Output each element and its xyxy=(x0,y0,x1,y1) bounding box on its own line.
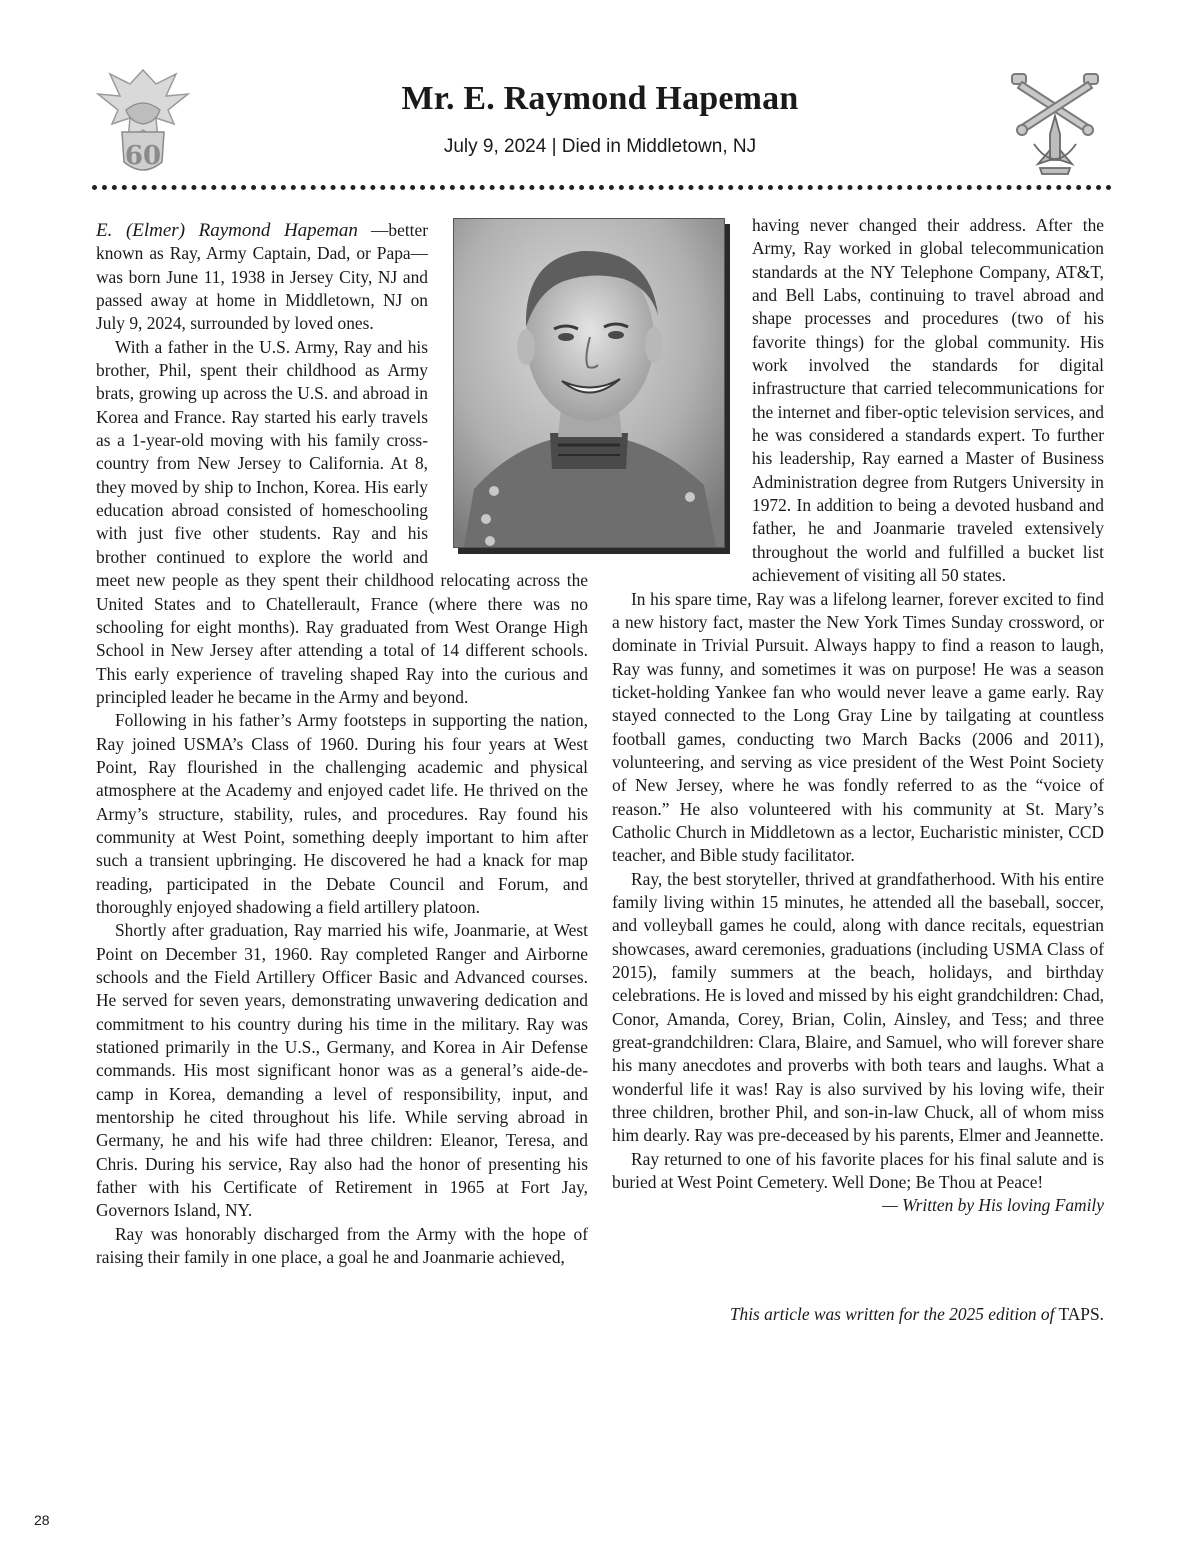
article-paragraph: In his spare time, Ray was a lifelong learner, forever excited to find a new history fact, master the New York Times Sunday crossword, or dominate in Trivial Pursuit. Always happy to find a reason to laugh, Ray was funny, and sometimes it was on purpose! He was a season ticket-holding Yankee fan who would never leave a game early. Ray stayed connected to the Long Gray Line by tailgating at countless football games, conducting two March Backs (2006 and 2011), volunteering, and serving as vice president of the West Point Society of New Jersey, where he was fondly referred to as the “voice of reason.” He also volunteered with his community at St. Mary’s Catholic Church in Middletown as a lector, Eucharistic minister, CCD teacher, and Bible study facilitator. xyxy=(612,588,1104,866)
article-paragraph: With a father in the U.S. Army, Ray and his brother, Phil, spent their childhood as Army brats, growing up across the U.S. and abroad in Korea and France. Ray started his early travels as a 1-year-old moving with his family cross-country from New Jersey to California. At 8, they moved by ship to Inchon, Korea. His early education abroad consisted of homeschooling with just five other students. Ray and his brother continued to explore the world and meet new people as they spent their childhood relocating across the United States and to Chatellerault, France (where there was no schooling for eight months). Ray graduated from West Orange High School in New Jersey after attending a total of 14 different schools. This early experience of traveling shaped Ray into the curious and principled leader he became in the Army and beyond. xyxy=(96,336,588,707)
publication-name: TAPS. xyxy=(1058,1304,1104,1324)
death-date-location: July 9, 2024 | Died in Middletown, NJ xyxy=(443,136,757,157)
article-paragraph: Following in his father’s Army footsteps in supporting the nation, Ray joined USMA’s Class of 1960. During his four years at West Point, Ray flourished in the challenging academic and physical atmosphere at the Academy and enjoyed cadet life. He thrived on the Army’s structure, stability, rules, and procedures. Ray found his community at West Point, something deeply important to him after such a transient upbringing. He discovered he had a knack for map reading, participated in the Debate Council and Forum, and thoroughly enjoyed shadowing a field artillery platoon. xyxy=(96,710,588,917)
page-number: 28 xyxy=(34,1512,50,1528)
article-paragraph: Shortly after graduation, Ray married his wife, Joanmarie, at West Point on December 31, 1960. Ray completed Ranger and Airborne schools and the Field Artillery Officer Basic and Advanced courses. He served for seven years, demonstrating unwavering dedication and commitment to his country during his time in the military. Ray was stationed primarily in the U.S., Germany, and Korea in Air Defense commands. His most significant honor was as a general’s aide-de-camp in Korea, demanding a level of responsibility, input, and mentorship he cited throughout his life. While serving abroad in Germany, he and his wife had three children: Eleanor, Teresa, and Chris. During his service, Ray also had the honor of presenting his father with his Certificate of Retirement in 1965 at Fort Jay, Governors Island, NY. xyxy=(96,920,588,1221)
publication-note-text: This article was written for the 2025 edition of xyxy=(729,1304,1055,1324)
dotted-divider xyxy=(92,185,1112,190)
article-left-column xyxy=(96,219,588,1269)
article-paragraph: Ray was honorably discharged from the Army with the hope of raising their family in one place, a goal he and Joanmarie achieved, xyxy=(96,1223,588,1268)
article-right-column xyxy=(612,214,1104,1218)
crest-text: 60 xyxy=(124,141,162,171)
publication-note xyxy=(612,1304,1104,1325)
signoff: — Written by His loving Family xyxy=(882,1195,1104,1216)
photo-wrap-space xyxy=(428,219,588,555)
lead-text: —better known as Ray, Army Captain, Dad, or Papa—was born June 11, 1938 in Jersey City, NJ and passed away at home in Middletown, NJ on July 9, 2024, surrounded by loved ones. xyxy=(96,220,428,334)
photo-wrap-space xyxy=(612,214,752,567)
article-paragraph: Ray returned to one of his favorite places for his final salute and is buried at West Point Cemetery. Well Done; Be Thou at Peace! xyxy=(612,1148,1104,1193)
lead-name: E. (Elmer) Raymond Hapeman xyxy=(96,220,358,241)
article-paragraph: Ray, the best storyteller, thrived at grandfatherhood. With his entire family living within 15 minutes, he attended all the baseball, soccer, and volleyball games he could, along with dance recitals, equestrian showcases, award ceremonies, graduations (including USMA Class of 2015), family summers at the beach, holidays, and birthday celebrations. He is loved and missed by his eight grandchildren: Chad, Conor, Amanda, Corey, Brian, Colin, Ainsley, and Tess; and three great-grandchildren: Clara, Blaire, and Samuel, who will forever share his many anecdotes and proverbs with both tears and laughs. What a wonderful life it was! Ray is also survived by his loving wife, their three children, brother Phil, and son-in-law Chuck, all of whom miss him dearly. Ray was pre-deceased by his parents, Elmer and Jeannette. xyxy=(612,868,1104,1146)
article-paragraph: having never changed their address. After the Army, Ray worked in global telecommunication standards at the NY Telephone Company, AT&T, and Bell Labs, continuing to travel abroad and shape processes and procedures (two of his favorite things) for the global community. His work involved the standards for digital infrastructure that carried telecommunications for the internet and fiber-optic television services, and he was considered a standards expert. To further his leadership, Ray earned a Master of Business Administration degree from Rutgers University in 1972. In addition to being a devoted husband and father, he and Joanmarie traveled extensively throughout the world and fulfilled a bucket list achievement of visiting all 50 states. xyxy=(752,215,1104,586)
page-title: Mr. E. Raymond Hapeman xyxy=(401,80,799,117)
